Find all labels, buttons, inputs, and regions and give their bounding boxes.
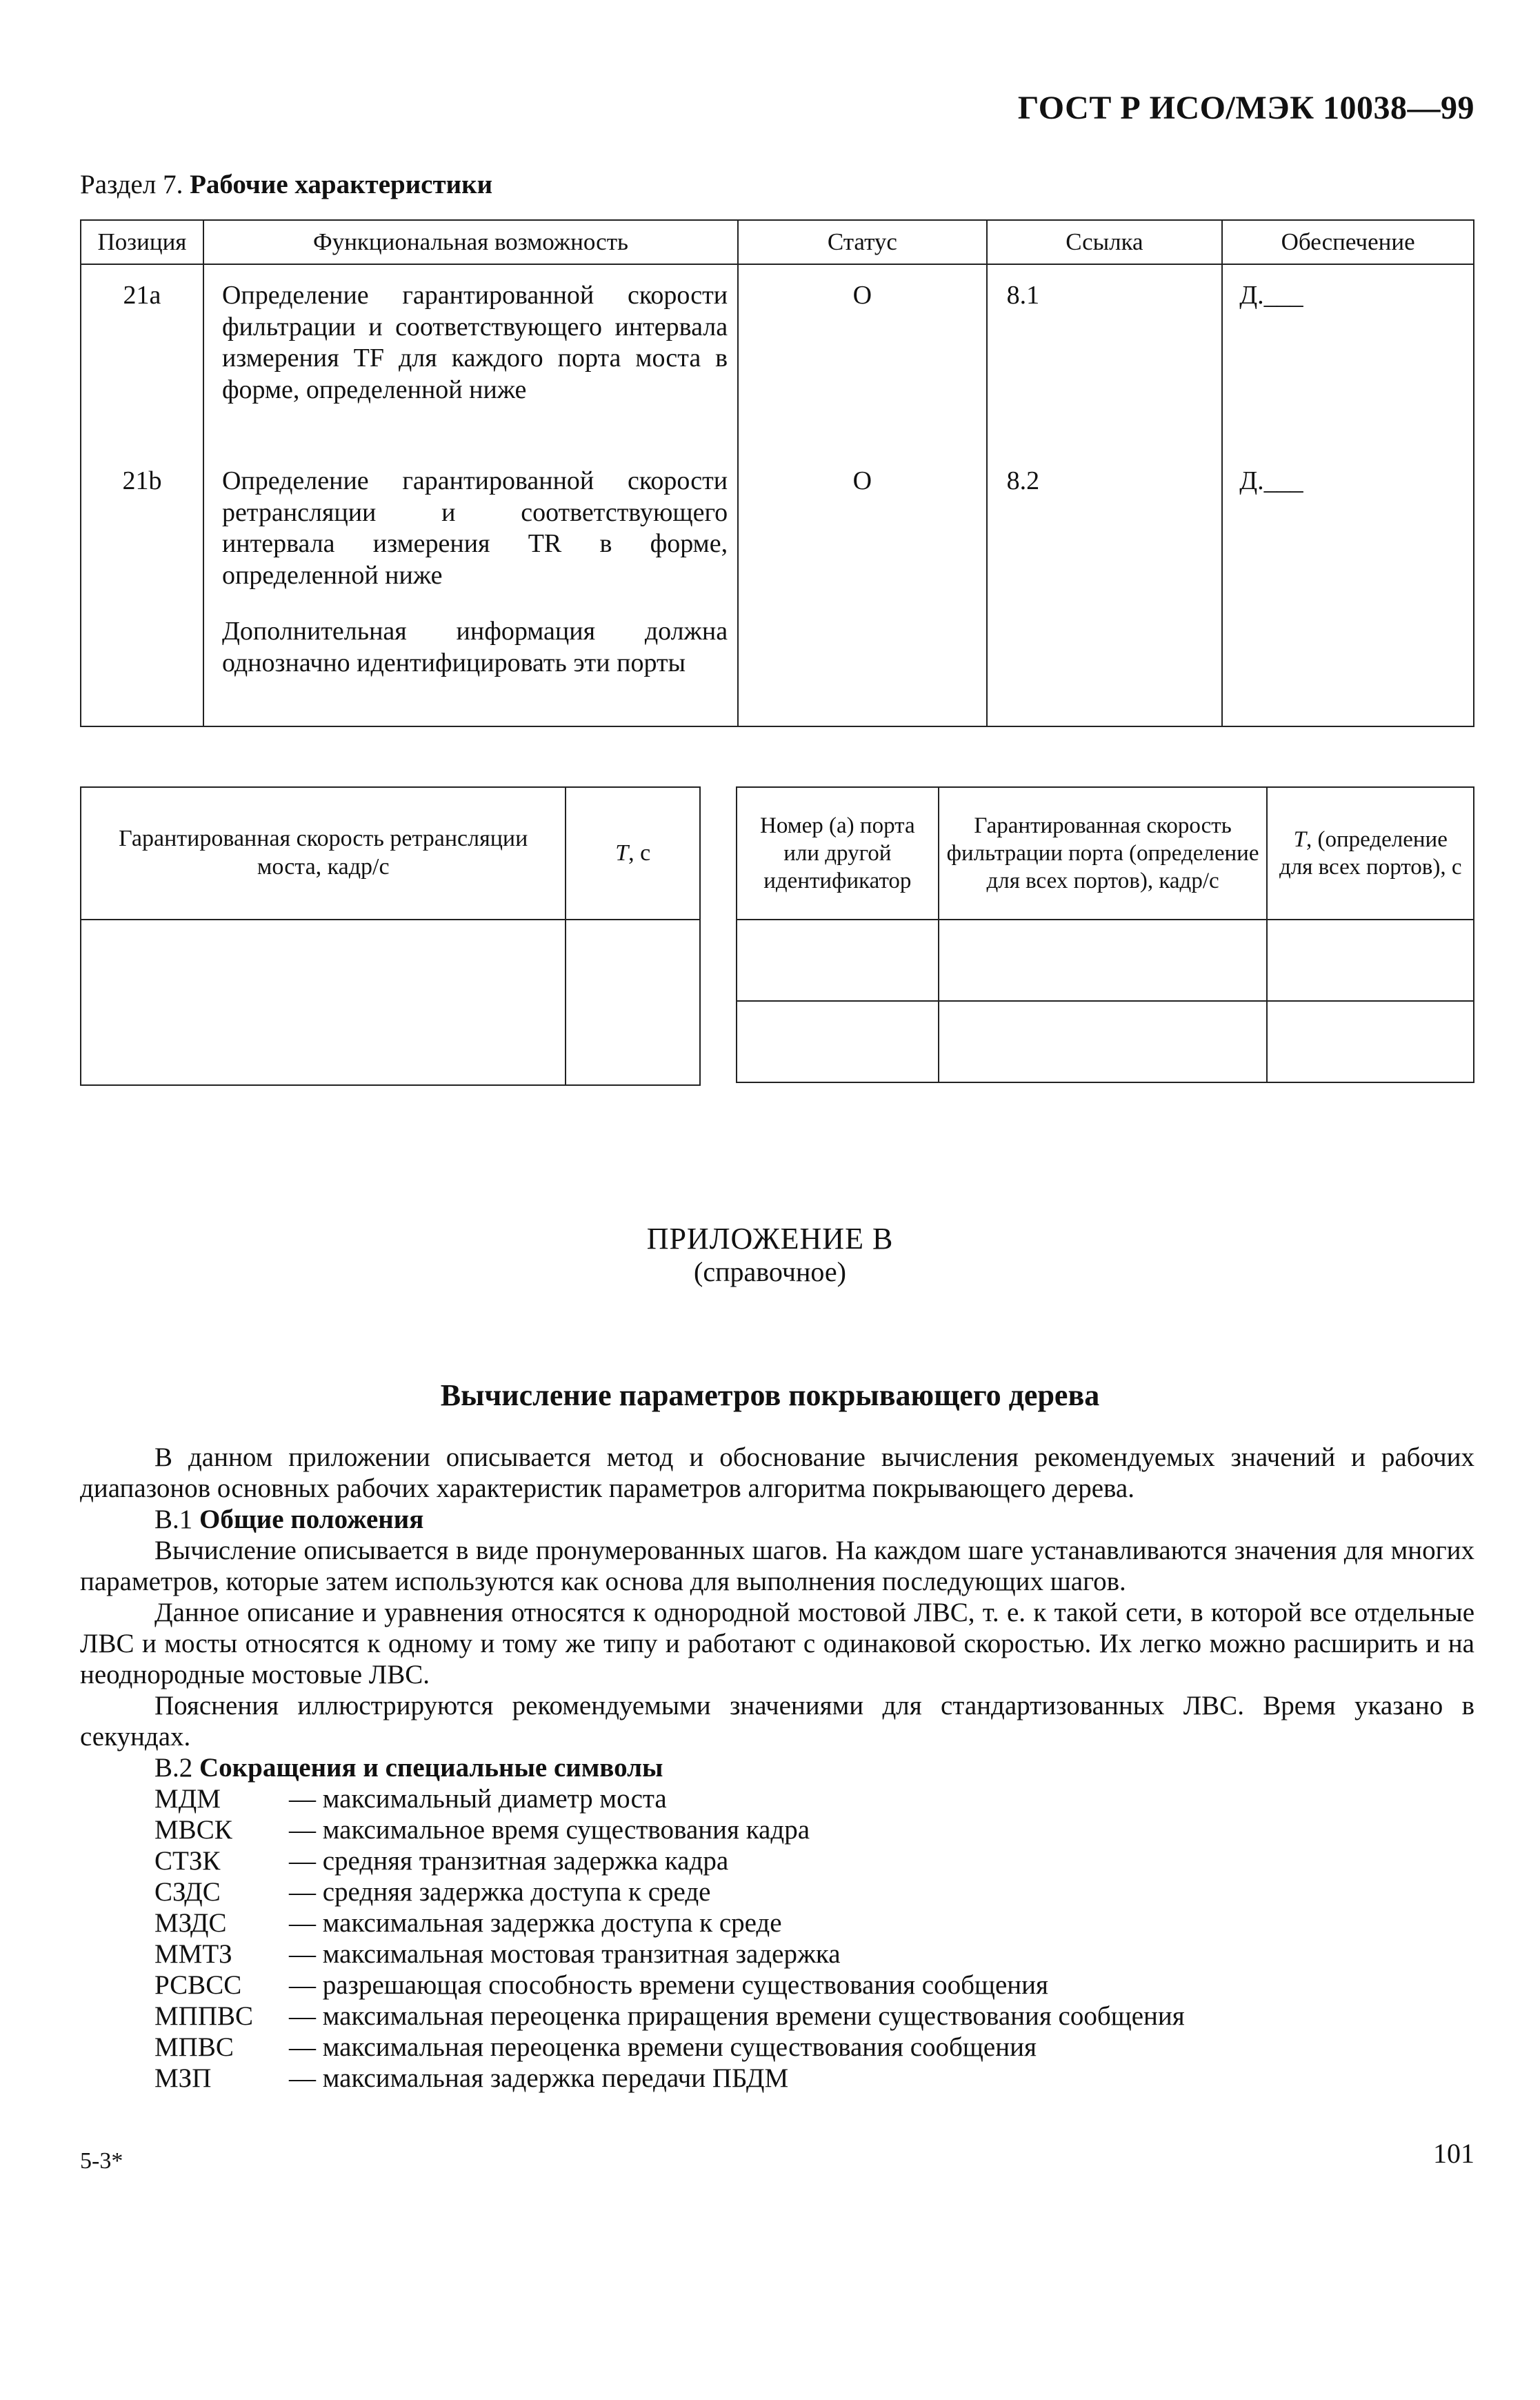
col-header-port-id: Номер (а) порта или другой идентификатор [737, 787, 939, 920]
empty-cell [566, 920, 700, 1085]
t-unit: , с [628, 840, 651, 866]
cell-reference: 8.1 [987, 264, 1223, 450]
table-header-row [737, 787, 1474, 920]
abbreviation-item [154, 1783, 1474, 1814]
abbreviation-item [154, 1938, 1474, 1970]
abbreviation-definition: — максимальная переоценка приращения времени существования сообщения [289, 2001, 1185, 2031]
abbreviation-item [154, 2001, 1474, 2032]
abbreviation: МПВС [154, 2032, 234, 2062]
paragraph: Данное описание и уравнения относятся к однородной мостовой ЛВС, т. е. к такой сети, в которой все отдельные ЛВС и мосты относятся к одному и тому же типу и работают с одинаковой скоростью. Их легко можно расширить и на неоднородные мостовые ЛВС. [80, 1598, 1474, 1689]
subsection-number: B.1 [154, 1505, 193, 1534]
col-header-t-all-ports [1267, 787, 1474, 920]
subsection-name: Сокращения и специальные символы [199, 1753, 663, 1783]
subsection-b1-title [80, 1504, 1474, 1535]
capability-text: Определение гарантированной скорости ретрансляции и соответствующего интервала измерения TR в форме, определенной ниже [221, 466, 728, 590]
cell-provision: Д.___ [1222, 450, 1474, 726]
cell-capability [203, 264, 738, 450]
cell-provision: Д.___ [1222, 264, 1474, 450]
empty-cell [1267, 1001, 1474, 1082]
cell-capability [203, 450, 738, 726]
table-row [737, 920, 1474, 1001]
empty-cell [81, 920, 566, 1085]
table-header-row [81, 787, 700, 920]
abbreviation-item [154, 1845, 1474, 1876]
abbreviation-definition: — максимальный диаметр моста [289, 1784, 667, 1814]
document-header: ГОСТ Р ИСО/МЭК 10038—99 [1017, 90, 1474, 126]
cell-status: O [738, 450, 987, 726]
paragraph: Вычисление описывается в виде пронумерованных шагов. На каждом шаге устанавливаются значения для многих параметров, которые затем используются как основа для выполнения последующих шагов. [80, 1536, 1474, 1596]
section-prefix: Раздел 7. [80, 170, 183, 199]
col-header-provision: Обеспечение [1222, 220, 1474, 264]
table-header-row [81, 220, 1474, 264]
annex-subtitle: (справочное) [694, 1256, 846, 1287]
footer-sheet-mark: 5-3* [80, 2148, 123, 2174]
table-row [737, 1001, 1474, 1082]
section-name: Рабочие характеристики [190, 170, 493, 199]
subsection-b2-title [80, 1752, 1474, 1783]
annex-heading: Вычисление параметров покрывающего дерева [440, 1378, 1100, 1412]
annex-title: ПРИЛОЖЕНИЕ B [646, 1222, 894, 1256]
annex-body [80, 1442, 1474, 2094]
abbreviation-definition: — максимальное время существования кадра [289, 1815, 810, 1845]
subsection-name: Общие положения [199, 1505, 424, 1534]
empty-cell [737, 920, 939, 1001]
abbreviation-definition: — средняя транзитная задержка кадра [289, 1846, 729, 1876]
abbreviation-item [154, 2063, 1474, 2094]
t-rest: , (определение для всех портов), с [1279, 826, 1462, 880]
abbreviation: МППВС [154, 2001, 254, 2031]
col-header-reference: Ссылка [987, 220, 1223, 264]
abbreviation-item [154, 2032, 1474, 2063]
section-title [80, 169, 492, 201]
abbreviation: МЗДС [154, 1908, 227, 1938]
t-symbol: T [1293, 826, 1306, 852]
col-header-forwarding-rate: Гарантированная скорость ретрансляции моста, кадр/с [81, 787, 566, 920]
cell-position: 21b [81, 450, 203, 726]
capability-text: Определение гарантированной скорости фильтрации и соответствующего интервала измерения TF для каждого порта моста в форме, определенной ниже [221, 281, 728, 404]
empty-cell [939, 920, 1268, 1001]
table-row [81, 264, 1474, 450]
abbreviation: РСВСС [154, 1970, 242, 2000]
empty-cell [939, 1001, 1268, 1082]
abbreviation-item [154, 1814, 1474, 1845]
bridge-forwarding-table [80, 786, 701, 1086]
cell-reference: 8.2 [987, 450, 1223, 726]
cell-status: O [738, 264, 987, 450]
abbreviation: СТЗК [154, 1846, 221, 1876]
col-header-position: Позиция [81, 220, 203, 264]
abbreviation: СЗДС [154, 1877, 221, 1907]
abbreviation-definition: — максимальная задержка передачи ПБДМ [289, 2063, 789, 2093]
abbreviation-definition: — средняя задержка доступа к среде [289, 1877, 711, 1907]
abbreviation: МВСК [154, 1815, 232, 1845]
table-row [81, 450, 1474, 726]
empty-cell [1267, 920, 1474, 1001]
abbreviation: МДМ [154, 1784, 221, 1814]
abbreviation-definition: — разрешающая способность времени существования сообщения [289, 1970, 1048, 2000]
paragraph: Пояснения иллюстрируются рекомендуемыми значениями для стандартизованных ЛВС. Время указано в секундах. [80, 1691, 1474, 1752]
cell-position: 21a [81, 264, 203, 450]
col-header-status: Статус [738, 220, 987, 264]
table-row [81, 920, 700, 1085]
capability-note: Дополнительная информация должна однозначно идентифицировать эти порты [221, 617, 728, 677]
abbreviation: ММТЗ [154, 1939, 232, 1969]
abbreviation-definition: — максимальная задержка доступа к среде [289, 1908, 782, 1938]
port-filtering-table [736, 786, 1474, 1083]
col-header-capability: Функциональная возможность [203, 220, 738, 264]
subsection-number: B.2 [154, 1753, 193, 1783]
abbreviation-definition: — максимальная переоценка времени существования сообщения [289, 2032, 1037, 2062]
abbreviation-definition: — максимальная мостовая транзитная задержка [289, 1939, 841, 1969]
col-header-filtering-rate: Гарантированная скорость фильтрации порта (определение для всех портов), кадр/с [939, 787, 1268, 920]
t-symbol: T [615, 840, 629, 866]
abbreviation-item [154, 1970, 1474, 2001]
abbreviation-item [154, 1876, 1474, 1907]
col-header-t [566, 787, 700, 920]
abbreviation-item [154, 1907, 1474, 1938]
capabilities-table [80, 219, 1474, 727]
abbreviation: МЗП [154, 2063, 212, 2093]
intro-paragraph: В данном приложении описывается метод и обоснование вычисления рекомендуемых значений и рабочих диапазонов основных рабочих характеристик параметров алгоритма покрывающего дерева. [80, 1442, 1474, 1503]
empty-cell [737, 1001, 939, 1082]
page-number: 101 [1433, 2138, 1474, 2169]
